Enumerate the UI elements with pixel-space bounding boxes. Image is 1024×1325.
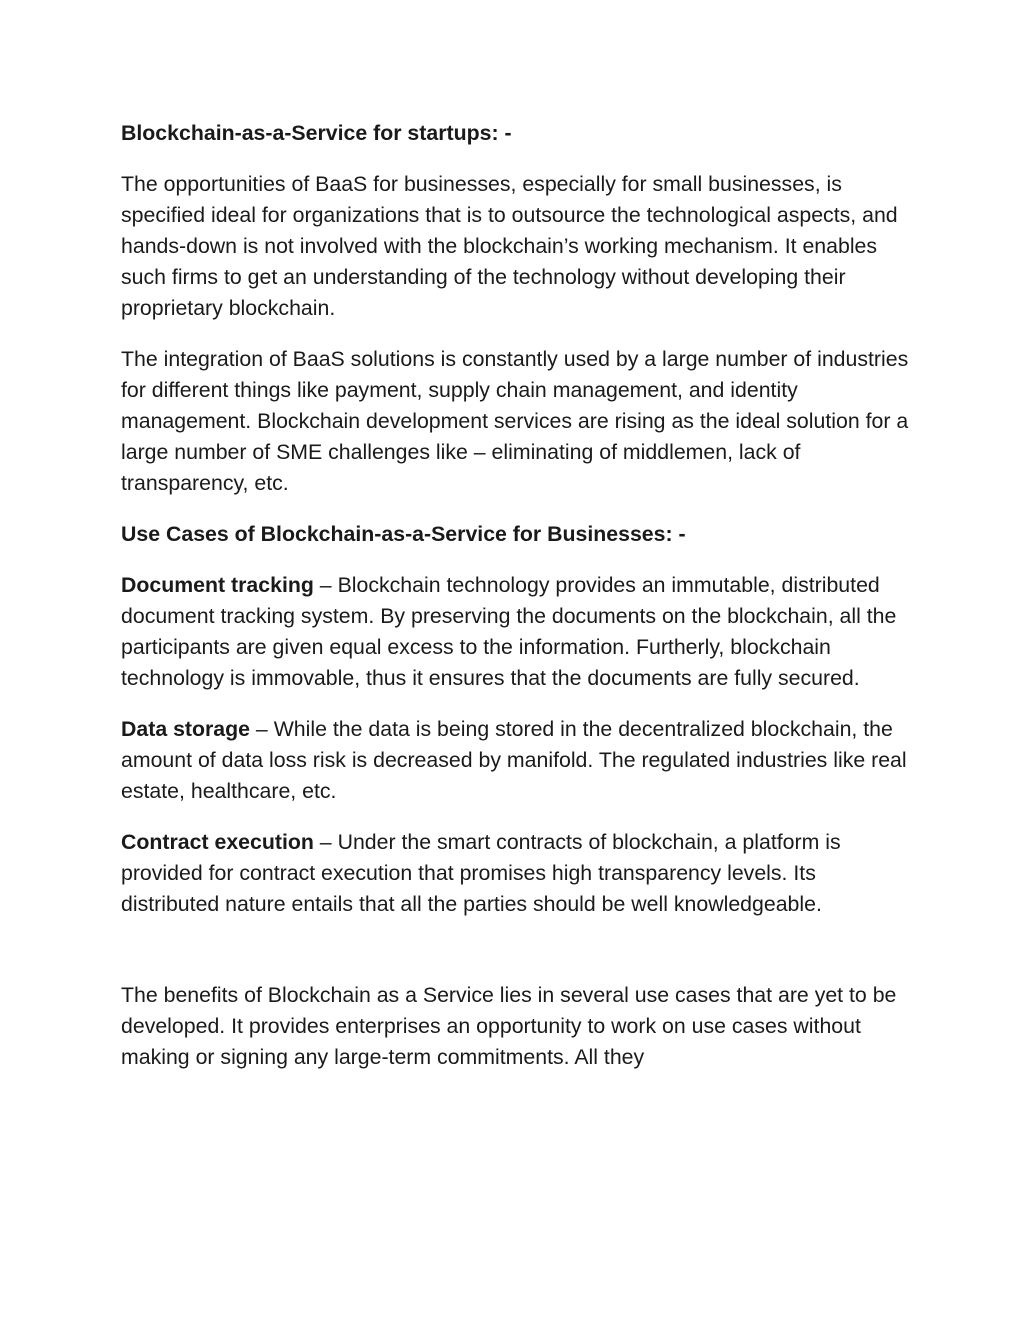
use-case-contract-execution xyxy=(121,827,911,920)
use-case-term: Document tracking xyxy=(121,573,314,597)
use-case-data-storage xyxy=(121,714,911,807)
use-case-document-tracking xyxy=(121,570,911,694)
heading-use-cases: Use Cases of Blockchain-as-a-Service for Businesses: - xyxy=(121,522,686,546)
use-case-text: – Under the smart contracts of blockchain, a platform is provided for contract execution that promises high transparency levels. Its distributed nature entails that all the parties should be well knowledgeable. xyxy=(121,830,841,916)
use-case-term: Contract execution xyxy=(121,830,314,854)
paragraph-integration: The integration of BaaS solutions is constantly used by a large number of industries for different things like payment, supply chain management, and identity management. Blockchain development services are rising as the ideal solution for a large number of SME challenges like – eliminating of middlemen, lack of transparency, etc. xyxy=(121,347,909,495)
paragraph-opportunities: The opportunities of BaaS for businesses, especially for small businesses, is specified ideal for organizations that is to outsource the technological aspects, and hands-down is not involved with the blockchain’s working mechanism. It enables such firms to get an understanding of the technology without developing their proprietary blockchain. xyxy=(121,172,898,320)
paragraph-benefits: The benefits of Blockchain as a Service lies in several use cases that are yet to be developed. It provides enterprises an opportunity to work on use cases without making or signing any large-term commitments. All they xyxy=(121,983,897,1069)
use-case-text: – While the data is being stored in the decentralized blockchain, the amount of data loss risk is decreased by manifold. The regulated industries like real estate, healthcare, etc. xyxy=(121,717,907,803)
use-case-text: – Blockchain technology provides an immutable, distributed document tracking system. By preserving the documents on the blockchain, all the participants are given equal excess to the information. Furtherly, blockchain technology is immovable, thus it ensures that the documents are fully secured. xyxy=(121,573,897,690)
document-page xyxy=(121,118,911,1093)
use-case-term: Data storage xyxy=(121,717,251,741)
blank-gap xyxy=(121,940,911,980)
heading-startups: Blockchain-as-a-Service for startups: - xyxy=(121,121,512,145)
